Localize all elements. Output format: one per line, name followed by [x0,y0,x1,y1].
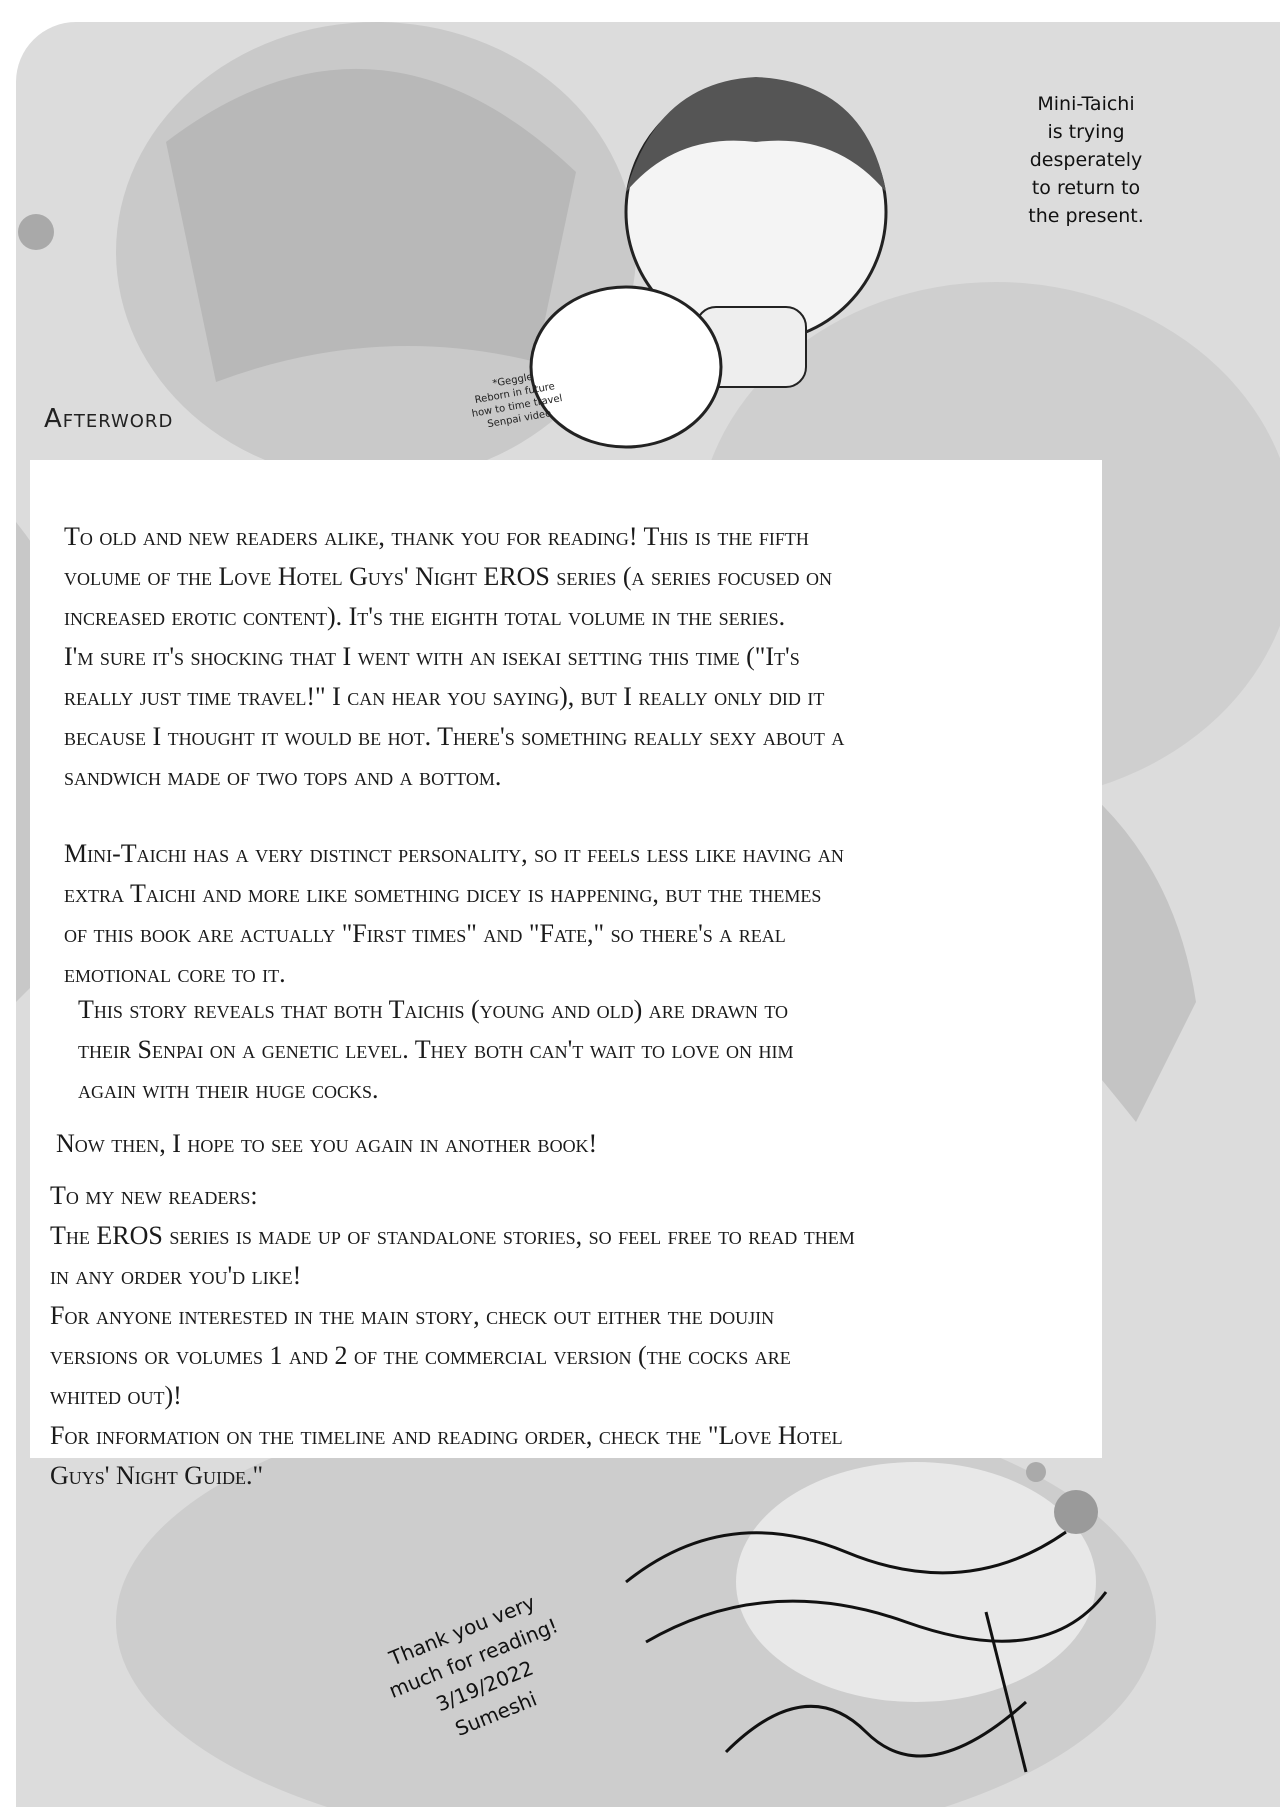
page-title: Afterword [44,404,174,434]
paragraph-story: This story reveals that both Taichis (young and old) are drawn to their Senpai on a genetic level. They both can't wait to love on him again with their huge cocks. [78,995,794,1104]
caption-search-translation: *Geggle Reborn in future how to time travel Senpai video [470,371,564,431]
author-signature [606,1492,1126,1792]
afterword-text-panel [30,460,1102,1490]
caption-thanks: Thank you very much for reading! 3/19/2022 Sumeshi [385,1590,562,1741]
paragraph-mini-taichi: Mini-Taichi has a very distinct personality, so it feels less like having an extra Taichi and more like something dicey is happening, but the themes of this book are actually "First times" and "Fate," so there's a real emotional core to it. [64,839,844,988]
paragraph-intro: To old and new readers alike, thank you for reading! This is the fifth volume of the Love Hotel Guys' Night EROS series (a series focused on increased erotic content). It's the eighth total volume in the series. I'm sure it's shocking that I went with an isekai setting this time ("It's really just time travel!" I can hear you saying), but I really only did it because I thought it would be hot. There's something really sexy about a sandwich made of two tops and a bottom. [64,522,845,791]
paragraph-new-readers: To my new readers: The EROS series is made up of standalone stories, so feel free to read them in any order you'd like! For anyone interested in the main story, check out either the doujin versions or volumes 1 and 2 of the commercial version (the cocks are whited out)! For information on the timeline and reading order, check the "Love Hotel Guys' Night Guide." [50,1181,855,1490]
page-background [16,22,1280,1807]
paragraph-closing: Now then, I hope to see you again in another book! [56,1129,598,1158]
caption-mini-taichi: Mini-Taichi is trying desperately to return to the present. [1028,93,1144,227]
